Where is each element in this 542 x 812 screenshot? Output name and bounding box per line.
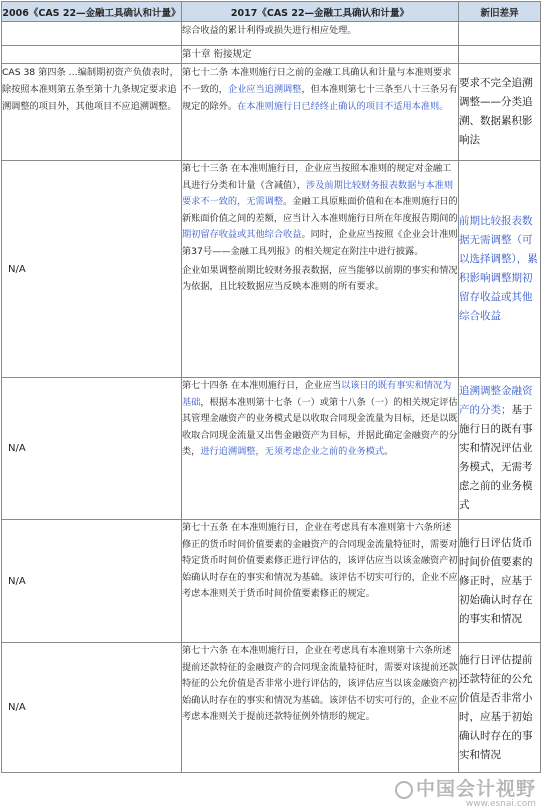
new-text: 第七十二条 本准则施行日之前的金融工具确认和计量与本准则要求不一致的， xyxy=(182,67,452,95)
table-row xyxy=(2,22,541,46)
watermark-logo-icon xyxy=(395,781,413,799)
diff-text: 基于施行日的既有事实和情况评估业务模式，无需考虑之前的业务模式 xyxy=(459,404,533,511)
old-text: CAS 38 第四条 …编制期初资产负债表时，除按照本准则第五条至第十九条规定要求追溯调整的项目外，其他项目不应追溯调整。 xyxy=(2,67,179,112)
cell-diff xyxy=(459,643,541,773)
new-text: 第七十六条 在本准则施行日，企业在考虑具有本准则第十六条所述提前还款特征的金融资产的合同现金流量特征时，需要对该提前还款特征的公允价值是否非常小进行评估的，该评估应当以该金融资产初始确认时存在的事实和情况为基础。该评估不切实可行的，企业不应考虑本准则关于提前还款特征例外情形的规定。 xyxy=(182,645,458,723)
watermark-url: www.esnai.com xyxy=(465,799,536,809)
new-text: ，但本准则第七十三条至八十三条另有规定的除外。 xyxy=(182,84,458,112)
header-new-standard: 2017《CAS 22—金融工具确认和计量》 xyxy=(182,2,459,22)
cell-old xyxy=(2,22,182,46)
cell-new xyxy=(182,161,459,378)
cell-old xyxy=(2,378,182,520)
chapter-row xyxy=(2,46,541,64)
cell-new xyxy=(182,378,459,520)
cell-old xyxy=(2,64,182,161)
table-row xyxy=(2,643,541,773)
comparison-table xyxy=(1,1,541,773)
cell-diff xyxy=(459,22,541,46)
cell-old xyxy=(2,161,182,378)
new-text: 第七十三条 在本准则施行日，企业应当按照本准则的规定对金融工具进行分类和计量（含减值）， xyxy=(182,163,452,191)
new-text-highlight: 企业应当追溯调整 xyxy=(227,84,302,95)
new-text-highlight: 在本准则施行日已经终止确认的项目不适用本准则。 xyxy=(237,101,449,112)
diff-text: 施行日评估货币时间价值要素的修正时，应基于初始确认时存在的事实和情况 xyxy=(459,536,533,625)
table-header-row xyxy=(2,2,541,22)
old-text: N/A xyxy=(8,702,26,713)
table-row xyxy=(2,161,541,378)
old-text: N/A xyxy=(8,263,26,275)
cell-diff xyxy=(459,520,541,643)
new-paragraph xyxy=(182,161,458,261)
new-text: 。同时，企业应当按照《企业会计准则第37号——金融工具列报》的相关规定在附注中进行披露。 xyxy=(182,229,458,257)
diff-text: 要求不完全追溯调整——分类追溯、数据累积影响法 xyxy=(459,77,533,146)
watermark xyxy=(395,774,536,809)
chapter-title: 第十章 衔接规定 xyxy=(182,46,459,64)
diff-text: 前期比较报表数据无需调整（可以选择调整），累积影响调整期初留存收益或其他综合收益 xyxy=(459,215,538,322)
new-text: ，根据本准则第十七条（一）或第十八条（一）的相关规定评估其管理金融资产的业务模式是以收取合同现金流量为目标，还是以既收取合同现金流量又出售金融资产为目标，并据此确定金融资产的分类， xyxy=(182,396,458,458)
cell-diff xyxy=(459,46,541,64)
diff-text-highlight: 追溯调整金融资产的分类； xyxy=(459,385,533,416)
cell-old xyxy=(2,46,182,64)
new-text: 。金融工具原账面价值和在本准则施行日的新账面价值之间的差额，应当计入本准则施行日所在年度报告期间的 xyxy=(182,196,458,224)
cell-diff xyxy=(459,64,541,161)
table-row xyxy=(2,64,541,161)
new-text-highlight: 以该日的既有事实和情况为基础 xyxy=(182,380,452,408)
cell-new xyxy=(182,520,459,643)
new-text: 第七十五条 在本准则施行日，企业在考虑具有本准则第十六条所述修正的货币时间价值要素的金融资产的合同现金流量特征时，需要对特定货币时间价值要素修正进行评估的，该评估应当以该金融资产初始确认时存在的事实和情况为基础。该评估不切实可行的，企业不应考虑本准则关于货币时间价值要素修正的规定。 xyxy=(182,522,458,600)
new-text: 。 xyxy=(384,446,394,458)
table-row xyxy=(2,520,541,643)
diff-text: 施行日评估提前还款特征的公允价值是否非常小时，应基于初始确认时存在的事实和情况 xyxy=(459,653,533,761)
new-text: 企业如果调整前期比较财务报表数据，应当能够以前期的事实和情况为依据，且比较数据应当反映本准则的所有要求。 xyxy=(182,264,458,293)
new-text: 第七十四条 在本准则施行日，企业应当 xyxy=(182,380,342,391)
cell-new xyxy=(182,643,459,773)
header-old-standard: 2006《CAS 22—金融工具确认和计量》 xyxy=(2,2,182,22)
cell-old xyxy=(2,520,182,643)
new-text-highlight: 涉及前期比较财务报表数据与本准则要求不一致的，无需调整 xyxy=(182,179,454,208)
old-text: N/A xyxy=(8,575,26,587)
cell-diff xyxy=(459,378,541,520)
new-text-highlight: 期初留存收益或其他综合收益 xyxy=(182,229,302,241)
cell-old xyxy=(2,643,182,773)
watermark-name: 中国会计视野 xyxy=(415,778,536,800)
table-row xyxy=(2,378,541,520)
new-paragraph xyxy=(182,263,458,296)
cell-new-text: 综合收益的累计利得或损失进行相应处理。 xyxy=(182,25,357,36)
new-text-highlight: 进行追溯调整，无须考虑企业之前的业务模式 xyxy=(200,446,385,458)
cell-new xyxy=(182,64,459,161)
cell-diff xyxy=(459,161,541,378)
cell-new xyxy=(182,22,459,46)
old-text: N/A xyxy=(8,443,26,454)
header-differences: 新旧差异 xyxy=(459,2,541,22)
